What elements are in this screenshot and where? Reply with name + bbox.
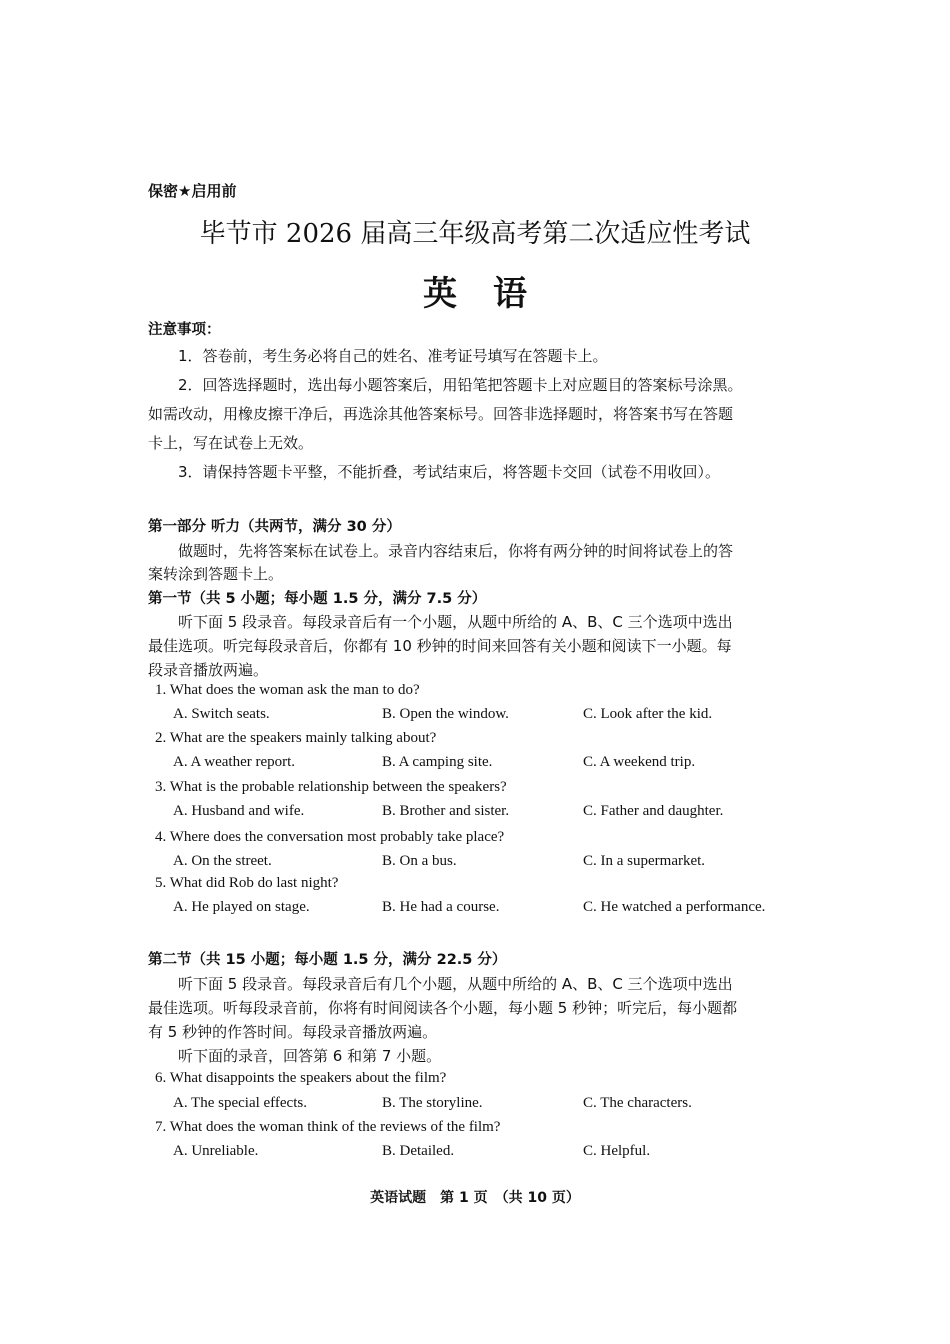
page-footer: 英语试题 第 1 页 （共 10 页） <box>370 1190 580 1206</box>
notice-heading: 注意事项： <box>148 322 221 338</box>
part1-intro-b: 案转涂到答题卡上。 <box>148 565 284 583</box>
notice-line-2c: 卡上，写在试卷上无效。 <box>148 434 314 452</box>
q1-option-c: C. Look after the kid. <box>583 706 713 722</box>
section2-intro-c: 有 5 秒钟的作答时间。每段录音播放两遍。 <box>148 1023 438 1041</box>
subject-title: 英语 <box>423 274 563 314</box>
q5-option-b: B. He had a course. <box>382 899 500 915</box>
q3-option-c: C. Father and daughter. <box>583 803 724 819</box>
q7-option-a: A. Unreliable. <box>173 1143 259 1159</box>
notice-line-1: 1．答卷前，考生务必将自己的姓名、准考证号填写在答题卡上。 <box>178 347 608 365</box>
section2-intro-a: 听下面 5 段录音。每段录音后有几个小题，从题中所给的 A、B、C 三个选项中选出 <box>178 975 733 993</box>
section1-intro-b: 最佳选项。听完每段录音后，你都有 10 秒钟的时间来回答有关小题和阅读下一小题。每 <box>148 637 732 655</box>
section1-intro-c: 段录音播放两遍。 <box>148 661 269 679</box>
q1-option-a: A. Switch seats. <box>173 706 270 722</box>
exam-title: 毕节市 2026 届高三年级高考第二次适应性考试 <box>199 219 751 249</box>
section2-heading: 第二节（共 15 小题；每小题 1.5 分，满分 22.5 分） <box>148 952 507 968</box>
q5-option-c: C. He watched a performance. <box>583 899 766 915</box>
notice-line-2b: 如需改动，用橡皮擦干净后，再选涂其他答案标号。回答非选择题时，将答案书写在答题 <box>148 405 734 423</box>
notice-line-3: 3．请保持答题卡平整，不能折叠，考试结束后，将答题卡交回（试卷不用收回）。 <box>178 463 721 481</box>
question-5: 5. What did Rob do last night? <box>155 875 339 891</box>
part1-intro-a: 做题时，先将答案标在试卷上。录音内容结束后，你将有两分钟的时间将试卷上的答 <box>178 542 734 560</box>
q2-option-c: C. A weekend trip. <box>583 754 696 770</box>
question-7: 7. What does the woman think of the reviews of the film? <box>155 1119 501 1135</box>
part1-heading: 第一部分 听力（共两节，满分 30 分） <box>148 519 401 535</box>
q7-option-c: C. Helpful. <box>583 1143 651 1159</box>
q3-option-b: B. Brother and sister. <box>382 803 510 819</box>
confidential-label: 保密★启用前 <box>148 182 237 200</box>
question-4: 4. Where does the conversation most probably take place? <box>155 829 505 845</box>
question-3: 3. What is the probable relationship between the speakers? <box>155 779 507 795</box>
question-2: 2. What are the speakers mainly talking about? <box>155 730 437 746</box>
q6-option-c: C. The characters. <box>583 1095 692 1111</box>
q4-option-a: A. On the street. <box>173 853 272 869</box>
q2-option-a: A. A weather report. <box>173 754 296 770</box>
q5-option-a: A. He played on stage. <box>173 899 310 915</box>
q3-option-a: A. Husband and wife. <box>173 803 305 819</box>
question-6: 6. What disappoints the speakers about the film? <box>155 1070 447 1086</box>
notice-line-2a: 2．回答选择题时，选出每小题答案后，用铅笔把答题卡上对应题目的答案标号涂黑。 <box>178 376 743 394</box>
section1-intro-a: 听下面 5 段录音。每段录音后有一个小题，从题中所给的 A、B、C 三个选项中选出 <box>178 613 733 631</box>
q7-option-b: B. Detailed. <box>382 1143 455 1159</box>
q4-option-c: C. In a supermarket. <box>583 853 706 869</box>
q6-option-b: B. The storyline. <box>382 1095 483 1111</box>
q1-option-b: B. Open the window. <box>382 706 509 722</box>
section2-instruction: 听下面的录音，回答第 6 和第 7 小题。 <box>178 1047 442 1065</box>
section1-heading: 第一节（共 5 小题；每小题 1.5 分，满分 7.5 分） <box>148 591 487 607</box>
q2-option-b: B. A camping site. <box>382 754 493 770</box>
q4-option-b: B. On a bus. <box>382 853 457 869</box>
q6-option-a: A. The special effects. <box>173 1095 307 1111</box>
question-1: 1. What does the woman ask the man to do? <box>155 682 420 698</box>
section2-intro-b: 最佳选项。听每段录音前，你将有时间阅读各个小题，每小题 5 秒钟；听完后，每小题都 <box>148 999 738 1017</box>
